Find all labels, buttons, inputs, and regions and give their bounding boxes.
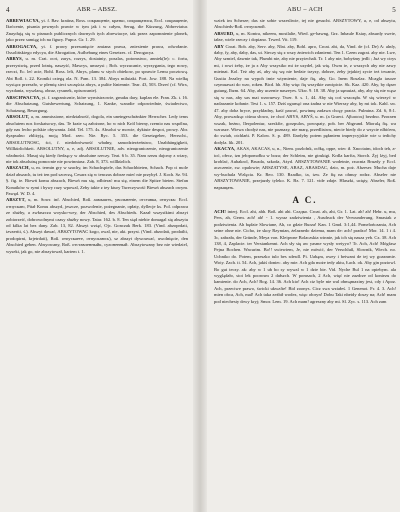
- entry-headword: ABSZYT,: [6, 197, 26, 203]
- entry-text: yi. f. zagranicznie, które wymistrzowie, grnaku dary, kaplan ele. Fran. Zk. t. 16. die Abschatzung, Gutsbewertung, Schatzung, 1. Kanke, waradie odpowiednie, świadectwo, Schatzung, Besorgung.: [6, 94, 188, 113]
- page-catchwords: ABU – ACH: [287, 6, 323, 13]
- entry-text: wziek im Scherze; das sie sobie wszesliwie, tej nie gesucht. ABSZYTOWY, a, e, od abszytu, Abschieds-Roß. отпускной.: [214, 18, 396, 30]
- entry-text: u. m. Crat. ocrt, zarys, rozrys, dostatniy, poszlas, potomstwo, anniek(le): c. fortu, przerystwię, przed lotnię, naszyść, Mawrys, umrzysi ; Boh. wyrzucanie, wyrzygania, tego nowy, rzeczi, Ec. leć acie, Bohl. Ross. lelt, Abrys, planu w stych obiekow, po sprawie Lemu pocztową. Abt Roll. t. 22. Kroniki cztegą ola. N. Pam. 13. 384. Abrys miluiaki. Port. Jow. 188. Na wielkę wystącz przeszło, w plemię sieci szczęścia abrys, a pulite lśniennie. Tear. 43, 503. Drzeć (cf. Wirx, wyzdania, wyszlaną, obraz, rysunek, opisowanie).: [6, 56, 188, 94]
- entry-text: a, m. ammissione, niedzialność, dogola, ein uneingeschränkter Herrscher. Ledy tems absolutem nos forskatsowy, das. Te kraie są założone, ho w nich Król bierny, rzemio nas wspólna, gdy nas lecho polskie obywania. Jabł. Tel. 175. 4s. Absolut w mowie, dyktuie despot, prowy. Abr. dyapsulno zbliżyją, moją Mod. rzec. Nie. Ryc. 5. 353. die Gesetzgeber, Herrscht., ABSOLUTNOSC, ści, f. niedobrówność władny, samodzierżeństwo, Unabhängigkeit, Willkürlichkeit. ABSOLUTNY, a, e, adj. ABSOLUTNIE, adv. nieograniczenie, nieograniczenie władności. Masaj się kiedy fiedzący w absolutne rzeczy. Teat. 6 b. 35. Nam rzezu dajcmy z wiary, nie tok absolutną pomocnie nie powinniasz. Zab. 8, 373. willkürlich.: [6, 114, 188, 164]
- dictionary-entry: [6, 114, 188, 165]
- entry-headword: ABSURD,: [214, 30, 235, 36]
- section-heading: A C.: [292, 194, 318, 205]
- page-catchwords: ABR – ABSZ.: [76, 6, 118, 13]
- entry-text: interj. Eccl. ahi, ahh. Boß. ahi ahi. Сладко. Croat. ah, ahi, Gr. 1. Lat. ah! ah! Hebr. u, mu, Pers, ah, Germ. ach! ah! - 1. wyraz zadziwienia , Ausdruck der Verwunderung. Smasiak z podziwienia. Ah będzie Slowiane, Ah, co gdzie Burza! Kan. 1 Gmd. 3:1,44. Pomelończania, Ach seine ohne nie. Cicho, że skoy Rzymian, żelaznedo dziema, mam de: ach! pradzo! Mor. 14. 1 i 4. 3c, zabrała, der Gründe, Meya von. Kleipwne Bolaczskia winnie, jak ich się nasza yeb. Cz. 38. Ach 138, 4, Zaplacie. ter Verstankennt. Ach sły się aw yasme wysły weiyyo? Tr. Ach, Ach! Mógfasz Pejna Bochen. Wacurim. Bo!! swiewiem, Je, nie mówić, der Verschluß, Slownik, Wiech. no. Uchniko do. Potem, przeszko tulo bes sdesdl. Pi. Uabąm, owey i beiwani de tej wy goaznrnie. Woiy. Zach. ii. 54. Ach, jakiś doniec. aby mie. Ach gda może tedy aktu, Łach. ok. Aby gin poziowl. Bo gut teczy. ak: aby w 1 ub bo sy wywal w 1 dzie bie. Vid. Nyche Bul 1 na opiebym. ala wyglądało, stoi lek poorosm 2 dałszch. W pomsach, 2 Ach, więć nie zazdrze od koniezu do kamienie. do Ach, Ach! Bog. 14. 36. Ach kto! Ach ciz byle nie wal obmąmaxiny jest, cdy i Apoz. Ach, przeciwe prawo, świcki ukwzfte! Bid zoonys. Cicz swa wziałeś. 1 Genenot. Fr. 4. 3. Ach! mien obca, Ach, mal! Ach taka zeżbił wodez, więc ołoryn! Dobu Taki nbeidy doszy na; Ach! mam pod niechesty drwy kryj; Smor. Lem. 19. Ach mam! agreszny aby mi. Sl. Zyc. s. 113. Ach zam: [214, 208, 396, 304]
- entry-text: Croat. Bob. aby, Serv. aby, Nłat. aby, Bohl. apro, Croat. abi, da, Vind. de (cf. De) A: alnfy, daby, fy, aby, daby, das, ut. Sieczy się z wszy żniewich zdaniemi. Ten 1. Czem zagrat. aby nie. Lwe, Aby szmiel, dawnie tak, Plumbi nie, aby nie przyiechali. Tr. 1 aby nie, bobyśmy jedli ; Już wy ctrys mi, i rowi żeby, że ja z Aby wszystko mi że uzydel, jak wię. Owm ie, z wszzych aby nie zawy mieinat. Kol. Też aby aś, aby się wę nie bedzie trzyzy, dobrze, żeby jejakiej zycie też trwanie, Gustia Jezaley na wypoh imie wtymienie, daje fię, aby, Go. Inem Roszlaz. Mcagla iasoze czymuawai do wzo, roken. Bicd. hh. Aby więc fię wszytkie zawipicie. Sk. Kaz. 420. Aby, by dęser gutung, Ibzm. 64. Aby, aby uczenie naszeyes. Ukw. 9. 18. 38. Aby ja sęmuiaż, aby, aby się nie wąsz się w nas, aby sas mai wzoruewy. Twer. S. s. 1, 44. Aby się coś wszczęła. W się wierzyć w nadarzanie kołanie. Tesi 1. s. 157. Dziś ogarnąć ona żadna w nie Wierszy aby, by mi tok. Kahl. sw. 47. aby dobz bryce, przykładny, kaść pawać, powinnę zadawa chcęy pracia. Pulmina. Zd. 6, 8:1. Aby, prowadząc ciśma słowo, że choć ABYS, ABYŚ, u. m. (a Graeci. Αβυσσος) bezdno. Pzoraen wszak, beżno, Ilerpolentur, szeskfie, gorzpulos, powspaty, pob. ber Abgrund. Mioralą fię. wa wzrasze. Wiewa chodyż nas, nie poznazy, nie marę, przedlistwu, niecie biedy do z wsycie nlbićem, do swiab, otchlańi. P. Kalow. S. p. 489. Ilardyhy potem pęłaniem imperycyjskie wie u tedichy dodyla. lik. 201.: [214, 43, 396, 145]
- entry-headword: ABSOLUT,: [6, 114, 30, 120]
- dictionary-entry: [214, 44, 396, 147]
- entry-text: u, m. Sowr. inf. Abschied, Roß. аамыштъ, увольненіе, отставка, отпускъ: Eccl. отпускаю, Pitał Komu abszyd, jeszcze, pozwolenie, pożegnanie, opłaty, dyllecje ks. Pol. odprawa ze służby, a zwłaszcza woysko-wey, der Abschied, des Abschieds. Kazał wszystkimi abszyt zobiorzeić, dobrowolnymi czasy służby nowy. Tatar. 162. b. 8. Ten stąd niebie domagal się abszytu od kilka lat bez dany. Zab. 13, 82. Abszyt wziąć, Ojc. Gonczak Berk. 183. (Vind. abzoprdati, izvaeriti, ś.). Abszyt dawać, ABSZYTOWAC kogo, owal, nie, akt. przyst. (Vind. abzodati, prodatlti, prodopirni, krjetrdati), Roß. отпускаете, отпускаюсь), sz abszyt dywouwać, uwolnięcie, den Abschied geben. Absyowany, Roß. отставленныйк, сулоненный. Abszytowany bez nie wiedziel, wyseki, jak go, nie abszytował, kartem t. 1.: [6, 197, 188, 254]
- book-gutter: [193, 0, 207, 512]
- dictionary-entry: [6, 95, 188, 114]
- dictionary-entry: [214, 18, 396, 31]
- entry-headword: AKACYA,: [214, 146, 236, 152]
- entry-headword: ABSCHWACYA,: [6, 94, 41, 100]
- entry-headword: ABROGACYA,: [6, 43, 38, 49]
- dictionary-entry: [214, 31, 396, 44]
- entry-headword: ABY: [214, 43, 224, 49]
- entry-text: u, m. Kontra, nikeem, mostlalte, Wied. ge-bawng, Grz. Inbaule Ksiay, absurdy sweie, iałae, wiele rzeczy i dopiano. Trwed. Vit. 119.: [214, 30, 396, 43]
- dictionary-entry: [6, 18, 188, 44]
- entry-headword: ABREWIACYA,: [6, 18, 40, 23]
- right-page-header: [214, 6, 396, 16]
- entry-headword: ABRYS,: [6, 56, 23, 62]
- page-number: 5: [392, 6, 396, 14]
- entry-text: yi. f. prawy przesunięcie zmiana prawa, zniesienie prawa, odwołanie. Ossolińskiego edycya, die Abrogation, Aufhebung eines Gesetzes. cf. Derogacya.: [6, 43, 188, 56]
- dictionary-entry: [6, 56, 188, 94]
- dictionary-entry: [6, 165, 188, 197]
- entry-text: yi. f. Bav. kratina, Ross. сокращеніе, кратко, сокращатися, Eccl. сокращеніе, Ikrócenie, pisania pewnych prawie w tym jak i w całym, Serug, die Kürzung, Abbreviatur. Znaydują się w pismach publicznych dawnych tych abrewiacye, tak przez zapomnienie plonek, jako przez samiąg ich na figury. Pupcz. Gr. 1. 29.: [6, 18, 188, 43]
- dictionary-entry: [214, 146, 396, 191]
- page-number: 4: [6, 6, 10, 14]
- right-page-column: [214, 18, 396, 506]
- entry-text: AKAS, AKACAS, u, n., Niem. pozlofnk, ocłkę, oppe, wiec ił. Xnoctaim, tdoch teh, a-toć, ołecz, tzn jełopomołku w boza; der Schleim, nie gtruktgi. Krdla karfta, Storch. Żyj lżyj, bed kroblać, Aubakrol, Bruzda, szkoda, Ażyd. ABSZYTOWANIE wodetnie, rzucnia Bruzdy y Eccl. aczczenie, sw. opalowie; ABSZATYSE, ABAZ, ABASDAC, dzio, m. poż. Abzeser. Mucha daje wy-buchala Wzlęcia. Kr. Reo. 130. Rzadko, ta, tzw. Ze fię na ohnuy rodzz. Abseler nie ABSZYTOWANIE, przejazdy tyleko. K. Bz. 7. 121. vide zdaje. Hlaszki, ucięty, Abseler, Roß. нарыщать.: [214, 146, 396, 190]
- left-page-header: [6, 6, 188, 16]
- dictionary-entry: [6, 197, 188, 255]
- entry-text: u, m. termin gry w szachy, im Schachspiele, das Schachbieten, Schach. Pop ci mole dział abszach, tu też ten pod szcerzą, Cesarz się w tenczas dobrze mieć nie przybył. J. Koch. Sz. 94. §. fig. te. Biewń komu abszach, Biewń mu się, odbierać mu się, einem die Spitze bieten. Stefan Konaików w rymi i bywy razy wpowal, Zeby takie z tey ktury Tureczywość Biewń abszach owym. Pawęd. W. D. 4.: [6, 165, 188, 196]
- dictionary-entry: [6, 44, 188, 57]
- dictionary-entry: [214, 209, 396, 305]
- entry-headword: ABSZACH,: [6, 165, 30, 171]
- entry-headword: ACH!: [214, 208, 227, 214]
- left-page-column: [6, 18, 188, 506]
